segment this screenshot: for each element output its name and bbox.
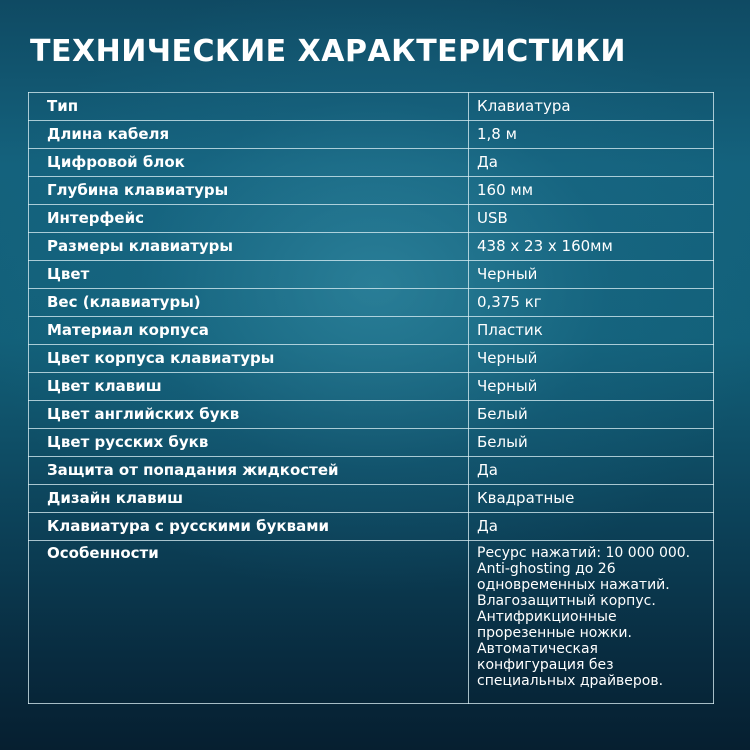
table-row <box>29 121 714 149</box>
table-row <box>29 429 714 457</box>
spec-label: Цвет русских букв <box>29 429 469 457</box>
spec-value: 160 мм <box>469 177 714 205</box>
spec-value: Пластик <box>469 317 714 345</box>
page-title: ТЕХНИЧЕСКИЕ ХАРАКТЕРИСТИКИ <box>30 34 626 69</box>
spec-value-features: Ресурс нажатий: 10 000 000. Anti-ghosting до 26 одновременных нажатий. Влагозащитный корпус. Антифрикционные прорезенные ножки. Автоматическая конфигурация без специальных драйверов. <box>469 541 714 704</box>
spec-value: 0,375 кг <box>469 289 714 317</box>
spec-label: Интерфейс <box>29 205 469 233</box>
spec-value: Черный <box>469 261 714 289</box>
spec-label: Вес (клавиатуры) <box>29 289 469 317</box>
table-row <box>29 289 714 317</box>
spec-label: Длина кабеля <box>29 121 469 149</box>
table-row <box>29 457 714 485</box>
spec-value: Да <box>469 149 714 177</box>
spec-label: Цвет английских букв <box>29 401 469 429</box>
table-row <box>29 93 714 121</box>
table-row <box>29 373 714 401</box>
spec-value: Белый <box>469 401 714 429</box>
spec-value: Белый <box>469 429 714 457</box>
spec-label: Цвет клавиш <box>29 373 469 401</box>
spec-value: 438 х 23 х 160мм <box>469 233 714 261</box>
spec-label: Защита от попадания жидкостей <box>29 457 469 485</box>
spec-value: Черный <box>469 345 714 373</box>
specs-table <box>28 92 714 704</box>
spec-label: Тип <box>29 93 469 121</box>
spec-value: Да <box>469 513 714 541</box>
table-row <box>29 233 714 261</box>
table-row <box>29 513 714 541</box>
spec-value: Клавиатура <box>469 93 714 121</box>
spec-label: Цифровой блок <box>29 149 469 177</box>
spec-label: Цвет <box>29 261 469 289</box>
spec-value: Да <box>469 457 714 485</box>
table-row <box>29 261 714 289</box>
table-row <box>29 149 714 177</box>
spec-value: USB <box>469 205 714 233</box>
spec-label: Материал корпуса <box>29 317 469 345</box>
spec-label: Дизайн клавиш <box>29 485 469 513</box>
spec-label: Клавиатура с русскими буквами <box>29 513 469 541</box>
table-row <box>29 401 714 429</box>
table-row <box>29 345 714 373</box>
table-row <box>29 317 714 345</box>
spec-label: Особенности <box>29 541 469 704</box>
spec-label: Размеры клавиатуры <box>29 233 469 261</box>
table-row <box>29 177 714 205</box>
spec-value: Квадратные <box>469 485 714 513</box>
table-row <box>29 485 714 513</box>
spec-label: Цвет корпуса клавиатуры <box>29 345 469 373</box>
spec-value: Черный <box>469 373 714 401</box>
spec-value: 1,8 м <box>469 121 714 149</box>
spec-label: Глубина клавиатуры <box>29 177 469 205</box>
table-row <box>29 205 714 233</box>
table-row-features <box>29 541 714 704</box>
